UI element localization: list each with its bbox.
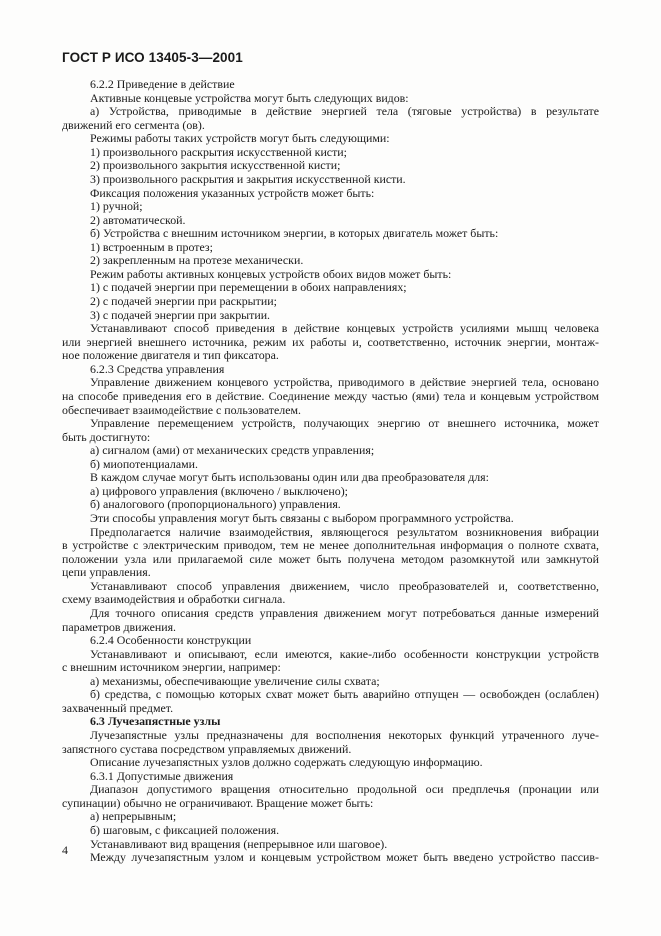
text-line: В каждом случае могут быть использованы один или два преобразователя для: [90, 470, 489, 485]
text-line: супинации) обычно не ограничивают. Вращение может быть: [62, 795, 374, 810]
text-line: 6.2.3 Средства управления [90, 361, 225, 376]
text-line: 2) закрепленным на протезе механически. [90, 253, 304, 268]
text-line: Устанавливают вид вращения (непрерывное или шаговое). [90, 836, 388, 851]
text-line: 1) ручной; [90, 199, 143, 214]
text-line: Устанавливают и описывают, если имеются, какие-либо особенности конструкции устройств [90, 646, 599, 661]
text-line: Предполагается наличие взаимодействия, являющегося результатом возникновения вибрации [90, 524, 599, 539]
text-line: 3) с подачей энергии при закрытии. [90, 307, 271, 322]
text-line: б) средства, с помощью которых схват может быть аварийно отпущен — освобожден (ослаблен) [90, 687, 599, 702]
text-line: Лучезапястные узлы предназначены для восполнения некоторых функций утраченного луче- [90, 728, 599, 742]
text-line: Режим работы активных концевых устройств обоих видов может быть: [90, 266, 452, 281]
text-line: Для точного описания средств управления движением могут потребоваться данные измерений [90, 605, 599, 620]
text-line: а) цифрового управления (включено / выключено); [90, 483, 348, 498]
text-line: параметров движения. [62, 619, 177, 634]
document-body [62, 78, 599, 865]
text-line: или энергией внешнего источника, режим их работы и, соответственно, источник энергии, монтаж- [62, 334, 599, 349]
document-header: ГОСТ Р ИСО 13405-3—2001 [62, 50, 243, 65]
text-line: Управление перемещением устройств, получающих энергию от внешнего источника, может [90, 416, 599, 431]
text-line: Устанавливают способ приведения в действие концевых устройств усилиями мышц человека [90, 321, 599, 336]
text-line: цепи управления. [62, 565, 151, 580]
text-line: 3) произвольного раскрытия и закрытия искусственной кисти. [90, 171, 406, 186]
text-line: 2) с подачей энергии при раскрытии; [90, 294, 277, 308]
text-line: Эти способы управления могут быть связаны с выбором программного устройства. [90, 511, 514, 525]
text-line: б) шаговым, с фиксацией положения. [90, 822, 280, 837]
text-line: движений его сегмента (ов). [62, 117, 205, 132]
text-line: Управление движением концевого устройства, приводимого в действие энергией тела, основано [90, 375, 599, 390]
text-line: б) аналогового (пропорционального) управления. [90, 497, 341, 512]
text-line: Описание лучезапястных узлов должно содержать следующую информацию. [90, 755, 483, 770]
text-line: в устройстве с электрическим приводом, тем не менее дополнительная информация о полноте схвата, [62, 538, 599, 553]
text-line: схему взаимодействия и обработки сигнала. [62, 592, 286, 607]
text-line: Устанавливают способ управления движением, число преобразователей и, соответственно, [90, 578, 599, 593]
text-line: Фиксация положения указанных устройств может быть: [90, 185, 375, 200]
text-line: а) непрерывным; [90, 809, 177, 824]
text-line: на способе приведения его в действие. Соединение между частью (ями) тела и концевым устройством [62, 388, 599, 403]
text-line: быть достигнуто: [62, 429, 151, 444]
text-line: 2) автоматической. [90, 212, 186, 227]
text-line: 6.2.4 Особенности конструкции [90, 633, 252, 648]
text-line: а) Устройства, приводимые в действие энергией тела (тяговые устройства) в результате [90, 104, 599, 119]
text-line: 1) произвольного раскрытия искусственной кисти; [90, 144, 347, 159]
text-line: обеспечивает взаимодействие с пользователем. [62, 402, 301, 417]
text-line: положении узла или прилагаемой силе может быть получена методом разомкнутой или замкнутой [62, 551, 599, 566]
text-line: Между лучезапястным узлом и концевым устройством может быть введено устройство пассив- [90, 850, 599, 865]
text-line: а) механизмы, обеспечивающие увеличение силы схвата; [90, 673, 380, 688]
section-heading: 6.3 Лучезапястные узлы [90, 714, 221, 729]
text-line: а) сигналом (ами) от механических средств управления; [90, 443, 375, 458]
text-line: Активные концевые устройства могут быть следующих видов: [90, 90, 409, 105]
text-line: 6.3.1 Допустимые движения [90, 768, 234, 783]
text-line: ное положение двигателя и тип фиксатора. [62, 348, 279, 363]
text-line: с внешним источником энергии, например: [62, 660, 281, 675]
text-line: 6.2.2 Приведение в действие [90, 77, 235, 91]
text-line: захваченный предмет. [62, 700, 174, 715]
text-line: Режимы работы таких устройств могут быть следующими: [90, 131, 390, 146]
text-line: 1) встроенным в протез; [90, 239, 213, 254]
page-number: 4 [62, 843, 68, 857]
text-line: 1) с подачей энергии при перемещении в обоих направлениях; [90, 280, 407, 295]
text-line: б) миопотенциалами. [90, 456, 198, 471]
text-line: Диапазон допустимого вращения относительно продольной оси предплечья (пронации или [90, 782, 599, 797]
text-line: запястного сустава посредством управляемых движений. [62, 741, 352, 756]
text-line: б) Устройства с внешним источником энергии, в которых двигатель может быть: [90, 226, 499, 241]
text-line: 2) произвольного закрытия искусственной кисти; [90, 158, 341, 173]
